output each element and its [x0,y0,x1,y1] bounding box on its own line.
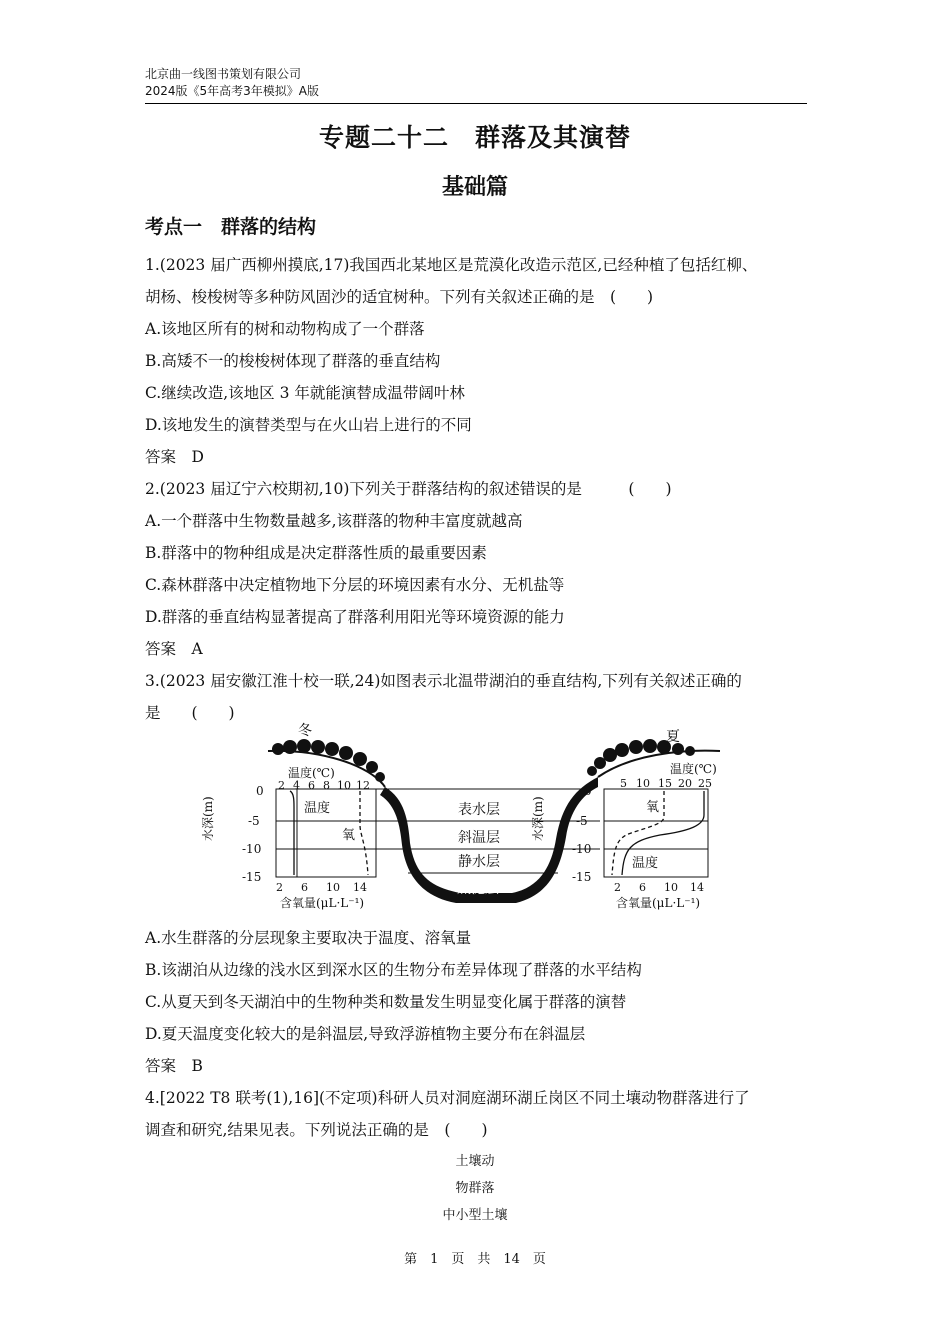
q3-option-b: B.该湖泊从边缘的浅水区到深水区的生物分布差异体现了群落的水平结构 [145,961,642,979]
q3-option-a: A.水生群落的分层现象主要取决于温度、溶氧量 [145,929,472,947]
winter-depth-tick: 0 [256,784,264,798]
q2-option-d: D.群落的垂直结构显著提高了群落利用阳光等环境资源的能力 [145,608,565,626]
winter-oxygen-label: 氧 [342,828,356,843]
summer-temp-tick: 15 [658,777,672,790]
summer-temp-axis-label: 温度(℃) [670,762,717,776]
winter-depth-tick: -10 [242,842,262,856]
summer-depth-tick: -10 [572,842,592,856]
header-divider [145,103,807,104]
q1-option-c: C.继续改造,该地区 3 年就能演替成温带阔叶林 [145,384,465,402]
layer-hypolimnion: 静水层 [458,854,500,870]
winter-temp-tick: 10 [337,779,351,792]
table-header-line: 土壤动 [455,1154,495,1169]
summer-depth-tick: 0 [584,784,592,798]
summer-depth-axis-label: 水深(m) [531,796,545,841]
page-header [145,66,319,100]
lake-vertical-structure-figure [201,723,740,917]
q4-stem-line2: 调查和研究,结果见表。下列说法正确的是 ( ) [145,1121,488,1139]
page-subtitle: 基础篇 [441,175,508,200]
summer-oxy-tick: 2 [614,881,621,894]
table-header-line: 物群落 [455,1181,495,1196]
publisher: 北京曲一线图书策划有限公司 [145,67,302,81]
summer-oxy-tick: 14 [690,881,704,894]
q1-option-a: A.该地区所有的树和动物构成了一个群落 [145,320,425,338]
winter-temp-tick: 8 [323,779,330,792]
q2-answer: 答案 A [145,640,203,658]
winter-oxy-tick: 2 [276,881,283,894]
summer-oxygen-label: 氧 [646,800,660,815]
winter-depth-axis-label: 水深(m) [201,796,215,841]
q2-option-c: C.森林群落中决定植物地下分层的环境因素有水分、无机盐等 [145,576,565,594]
summer-depth-tick: -15 [572,870,592,884]
summer-depth-tick: -5 [576,814,588,828]
q2-option-b: B.群落中的物种组成是决定群落性质的最重要因素 [145,544,487,562]
q1-stem-line2: 胡杨、梭梭树等多种防风固沙的适宜树种。下列有关叙述正确的是 ( ) [145,288,654,306]
q3-stem-line2: 是 ( ) [145,704,235,722]
q1-option-b: B.高矮不一的梭梭树体现了群落的垂直结构 [145,352,441,370]
section-heading: 考点一 群落的结构 [145,216,317,238]
winter-oxy-tick: 14 [353,881,367,894]
q1-option-d: D.该地发生的演替类型与在火山岩上进行的不同 [145,416,472,434]
q3-stem-line1: 3.(2023 届安徽江淮十校一联,24)如图表示北温带湖泊的垂直结构,下列有关叙述正确的 [145,672,742,690]
winter-oxy-tick: 6 [301,881,308,894]
summer-temp-tick: 10 [636,777,650,790]
winter-oxy-tick: 10 [326,881,340,894]
winter-oxygen-axis-label: 含氧量(μL·L⁻¹) [280,896,365,910]
q1-stem-line1: 1.(2023 届广西柳州摸底,17)我国西北某地区是荒漠化改造示范区,已经种植了包括红柳、 [145,256,758,274]
summer-oxy-tick: 10 [664,881,678,894]
summer-oxygen-axis-label: 含氧量(μL·L⁻¹) [616,896,701,910]
winter-panel [200,765,376,910]
q2-option-a: A.一个群落中生物数量越多,该群落的物种丰富度就越高 [145,512,523,530]
summer-label: 夏 [666,729,680,745]
winter-temp-tick: 2 [278,779,285,792]
page-title: 专题二十二 群落及其演替 [318,123,631,152]
q1-answer: 答案 D [145,448,204,466]
edition: 2024版《5年高考3年模拟》A版 [145,84,320,98]
table-header-line: 中小型土壤 [442,1208,508,1223]
winter-depth-tick: -15 [242,870,262,884]
q2-stem: 2.(2023 届辽宁六校期初,10)下列关于群落结构的叙述错误的是 ( ) [145,480,672,498]
summer-temp-label: 温度 [632,856,659,871]
winter-temp-label: 温度 [304,801,331,816]
q3-option-c: C.从夏天到冬天湖泊中的生物种类和数量发生明显变化属于群落的演替 [145,993,627,1011]
q3-answer: 答案 B [145,1057,203,1075]
layer-sediment: 底泥层 [457,881,499,897]
page-footer: 第 1 页 共 14 页 [404,1252,546,1267]
layer-thermocline: 斜温层 [458,830,500,846]
q3-option-d: D.夏天温度变化较大的是斜温层,导致浮游植物主要分布在斜温层 [145,1025,586,1043]
winter-temp-tick: 6 [308,779,315,792]
layer-surface: 表水层 [458,802,500,818]
winter-temp-tick: 12 [356,779,370,792]
summer-temp-tick: 25 [698,777,712,790]
winter-label: 冬 [298,723,312,739]
summer-temp-tick: 5 [620,777,627,790]
winter-temp-tick: 4 [293,779,300,792]
winter-depth-tick: -5 [248,814,260,828]
summer-temp-tick: 20 [678,777,692,790]
summer-oxy-tick: 6 [639,881,646,894]
winter-temp-axis-label: 温度(℃) [288,766,335,780]
q4-stem-line1: 4.[2022 T8 联考(1),16](不定项)科研人员对洞庭湖环湖丘岗区不同土壤动物群落进行了 [145,1089,750,1107]
